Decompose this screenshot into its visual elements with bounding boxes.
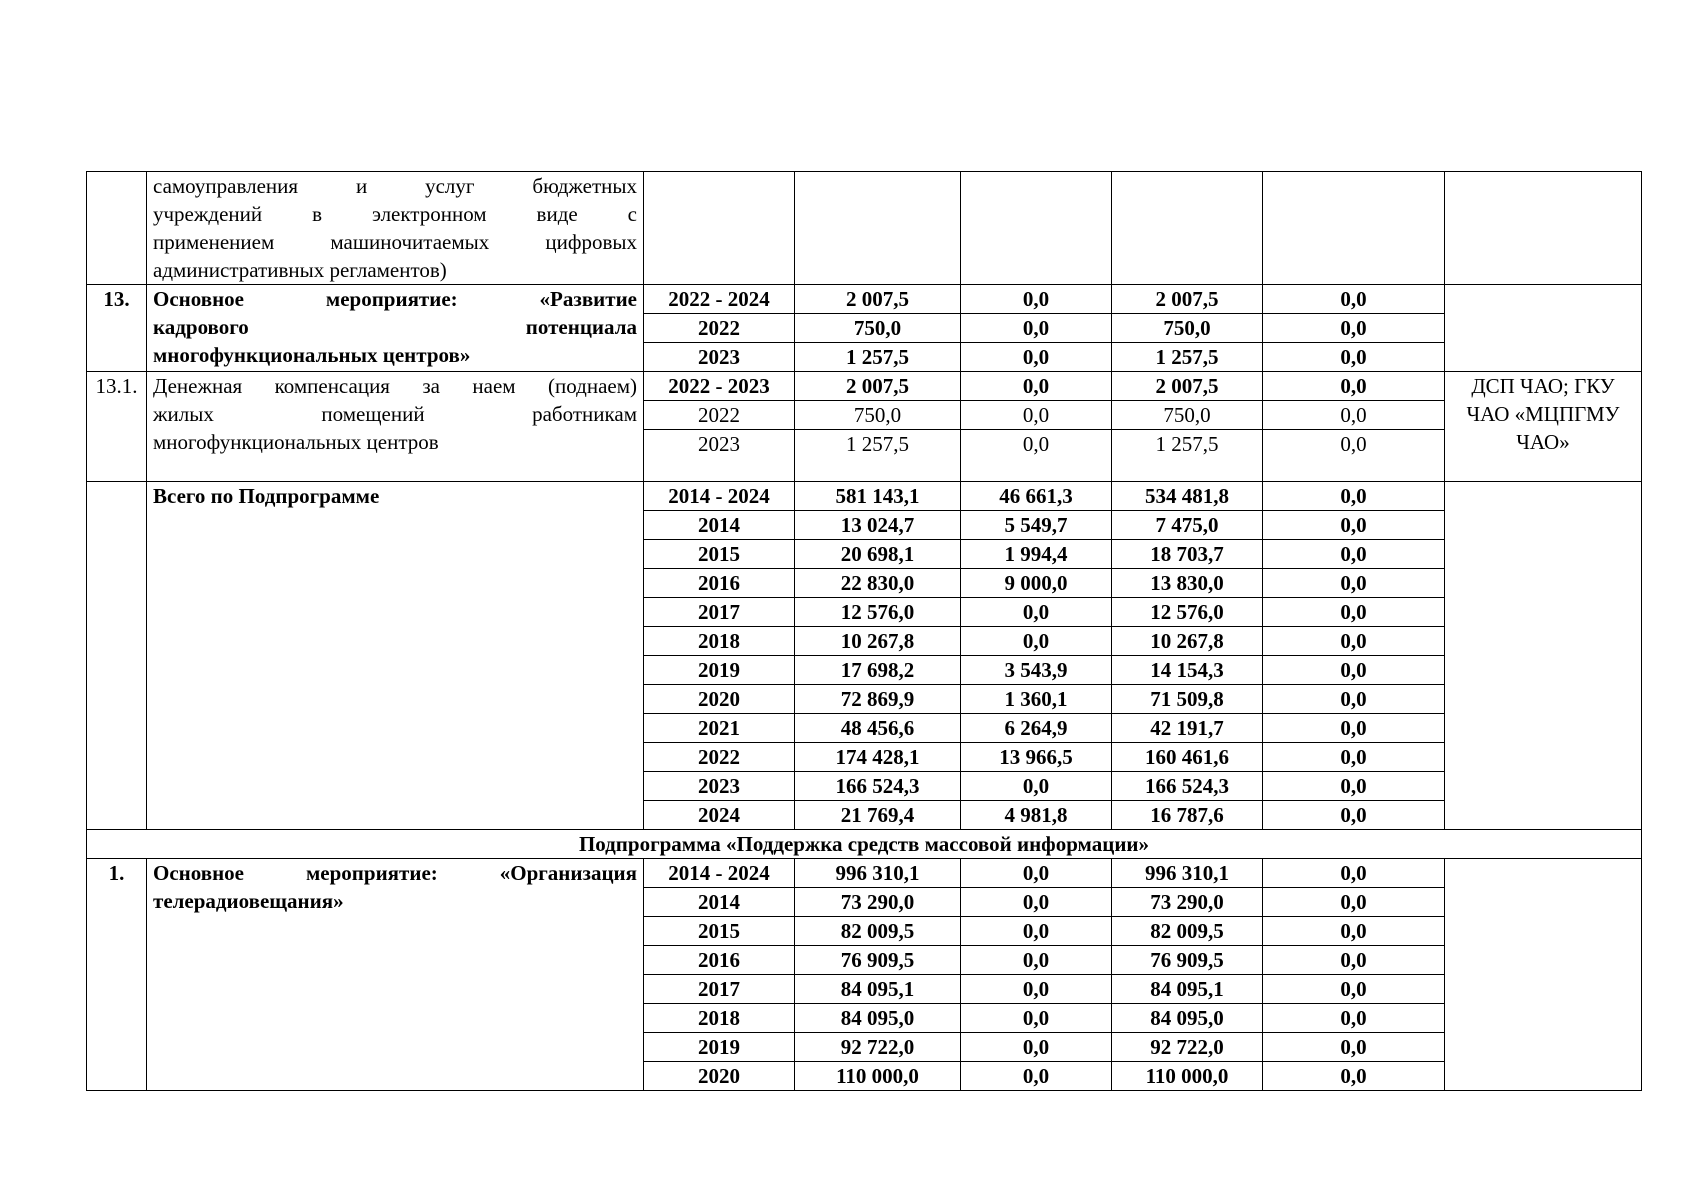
regional-cell: 42 191,7: [1112, 714, 1263, 743]
number-cell: 1.: [87, 859, 147, 1091]
federal-cell: 0,0: [961, 946, 1112, 975]
federal-cell: 9 000,0: [961, 569, 1112, 598]
federal-cell: 0,0: [961, 888, 1112, 917]
federal-cell: 0,0: [961, 343, 1112, 372]
total-cell: 84 095,1: [795, 975, 961, 1004]
other-cell: 0,0: [1263, 656, 1445, 685]
name-line: учреждений в электронном виде с: [153, 202, 637, 226]
name-line: самоуправления и услуг бюджетных: [153, 174, 637, 198]
total-cell: 2 007,5: [795, 372, 961, 401]
number-cell: [87, 172, 147, 285]
regional-cell: 750,0: [1112, 401, 1263, 430]
other-cell: 0,0: [1263, 372, 1445, 401]
other-cell: 0,0: [1263, 743, 1445, 772]
federal-cell: 0,0: [961, 859, 1112, 888]
period-cell: 2018: [644, 627, 795, 656]
other-cell: 0,0: [1263, 946, 1445, 975]
period-cell: 2017: [644, 598, 795, 627]
item1-row: [87, 859, 1642, 888]
period-cell: 2024: [644, 801, 795, 830]
period-cell: 2019: [644, 1033, 795, 1062]
federal-cell: 0,0: [961, 598, 1112, 627]
other-cell: 0,0: [1263, 314, 1445, 343]
regional-cell: 13 830,0: [1112, 569, 1263, 598]
federal-cell: 1 994,4: [961, 540, 1112, 569]
continuation-row: [87, 172, 1642, 285]
federal-cell: 0,0: [961, 401, 1112, 430]
regional-cell: 996 310,1: [1112, 859, 1263, 888]
period-cell: 2019: [644, 656, 795, 685]
other-cell: 0,0: [1263, 1004, 1445, 1033]
federal-cell: 46 661,3: [961, 482, 1112, 511]
regional-cell: 73 290,0: [1112, 888, 1263, 917]
other-cell: 0,0: [1263, 801, 1445, 830]
regional-cell: 18 703,7: [1112, 540, 1263, 569]
executor-cell: [1445, 285, 1642, 372]
total-cell: 48 456,6: [795, 714, 961, 743]
regional-cell: 84 095,1: [1112, 975, 1263, 1004]
number-cell: 13.: [87, 285, 147, 372]
federal-cell: 0,0: [961, 1004, 1112, 1033]
federal-cell: 1 360,1: [961, 685, 1112, 714]
subprogram-header-row: [87, 830, 1642, 859]
executor-cell: [1445, 482, 1642, 830]
other-cell: 0,0: [1263, 888, 1445, 917]
name-line: Денежная компенсация за наем (поднаем): [153, 374, 637, 398]
other-cell: 0,0: [1263, 859, 1445, 888]
name-line: Основное мероприятие: «Развитие: [153, 287, 637, 311]
regional-cell: 12 576,0: [1112, 598, 1263, 627]
other-cell: 0,0: [1263, 511, 1445, 540]
federal-cell: 6 264,9: [961, 714, 1112, 743]
federal-cell: 5 549,7: [961, 511, 1112, 540]
other-cell: 0,0: [1263, 598, 1445, 627]
item13-1-row: [87, 372, 1642, 401]
period-cell: 2020: [644, 1062, 795, 1091]
name-line: жилых помещений работникам: [153, 402, 637, 426]
period-cell: 2018: [644, 1004, 795, 1033]
total-cell: 581 143,1: [795, 482, 961, 511]
total-cell: 12 576,0: [795, 598, 961, 627]
federal-cell: 0,0: [961, 430, 1112, 482]
other-cell: 0,0: [1263, 917, 1445, 946]
period-cell: 2014 - 2024: [644, 859, 795, 888]
item13-row: [87, 285, 1642, 314]
federal-cell: 0,0: [961, 975, 1112, 1004]
total-cell: 17 698,2: [795, 656, 961, 685]
regional-cell: 166 524,3: [1112, 772, 1263, 801]
regional-cell: 160 461,6: [1112, 743, 1263, 772]
total-cell: 82 009,5: [795, 917, 961, 946]
total-cell: 996 310,1: [795, 859, 961, 888]
total-cell: 76 909,5: [795, 946, 961, 975]
other-cell: 0,0: [1263, 1062, 1445, 1091]
empty-cell: [795, 172, 961, 285]
other-cell: 0,0: [1263, 685, 1445, 714]
name-line: телерадиовещания»: [153, 889, 344, 913]
budget-table: [86, 171, 1642, 1091]
period-cell: 2016: [644, 946, 795, 975]
item-name: [147, 372, 644, 482]
total-label: Всего по Подпрограмме: [147, 482, 644, 830]
total-cell: 72 869,9: [795, 685, 961, 714]
federal-cell: 0,0: [961, 627, 1112, 656]
period-cell: 2022 - 2023: [644, 372, 795, 401]
regional-cell: 7 475,0: [1112, 511, 1263, 540]
regional-cell: 16 787,6: [1112, 801, 1263, 830]
empty-cell: [1112, 172, 1263, 285]
federal-cell: 0,0: [961, 285, 1112, 314]
total-cell: 166 524,3: [795, 772, 961, 801]
empty-cell: [1263, 172, 1445, 285]
federal-cell: 0,0: [961, 917, 1112, 946]
other-cell: 0,0: [1263, 627, 1445, 656]
period-cell: 2023: [644, 343, 795, 372]
item-name: [147, 285, 644, 372]
other-cell: 0,0: [1263, 482, 1445, 511]
total-cell: 84 095,0: [795, 1004, 961, 1033]
federal-cell: 4 981,8: [961, 801, 1112, 830]
total-cell: 174 428,1: [795, 743, 961, 772]
other-cell: 0,0: [1263, 1033, 1445, 1062]
total-cell: 750,0: [795, 401, 961, 430]
total-cell: 73 290,0: [795, 888, 961, 917]
regional-cell: 14 154,3: [1112, 656, 1263, 685]
federal-cell: 0,0: [961, 1033, 1112, 1062]
period-cell: 2015: [644, 540, 795, 569]
regional-cell: 534 481,8: [1112, 482, 1263, 511]
name-line: Основное мероприятие: «Организация: [153, 861, 637, 885]
federal-cell: 13 966,5: [961, 743, 1112, 772]
number-cell: [87, 482, 147, 830]
period-cell: 2022: [644, 401, 795, 430]
other-cell: 0,0: [1263, 540, 1445, 569]
number-cell: 13.1.: [87, 372, 147, 482]
total-cell: 20 698,1: [795, 540, 961, 569]
period-cell: 2014: [644, 888, 795, 917]
period-cell: 2014 - 2024: [644, 482, 795, 511]
period-cell: 2014: [644, 511, 795, 540]
other-cell: 0,0: [1263, 975, 1445, 1004]
name-line: применением машиночитаемых цифровых: [153, 230, 637, 254]
executor-cell: ДСП ЧАО; ГКУ ЧАО «МЦПГМУ ЧАО»: [1445, 372, 1642, 482]
name-line: кадрового потенциала: [153, 315, 637, 339]
period-cell: 2017: [644, 975, 795, 1004]
total-row: [87, 482, 1642, 511]
total-cell: 21 769,4: [795, 801, 961, 830]
regional-cell: 84 095,0: [1112, 1004, 1263, 1033]
total-cell: 2 007,5: [795, 285, 961, 314]
total-cell: 13 024,7: [795, 511, 961, 540]
period-cell: 2015: [644, 917, 795, 946]
regional-cell: 1 257,5: [1112, 343, 1263, 372]
regional-cell: 71 509,8: [1112, 685, 1263, 714]
federal-cell: 0,0: [961, 314, 1112, 343]
total-cell: 110 000,0: [795, 1062, 961, 1091]
name-line: многофункциональных центров»: [153, 343, 471, 367]
regional-cell: 1 257,5: [1112, 430, 1263, 482]
federal-cell: 3 543,9: [961, 656, 1112, 685]
other-cell: 0,0: [1263, 714, 1445, 743]
period-cell: 2022 - 2024: [644, 285, 795, 314]
regional-cell: 110 000,0: [1112, 1062, 1263, 1091]
empty-cell: [961, 172, 1112, 285]
item-name: [147, 859, 644, 1091]
other-cell: 0,0: [1263, 772, 1445, 801]
name-line: административных регламентов): [153, 258, 447, 282]
period-cell: 2023: [644, 430, 795, 482]
other-cell: 0,0: [1263, 285, 1445, 314]
other-cell: 0,0: [1263, 569, 1445, 598]
period-cell: 2022: [644, 314, 795, 343]
total-cell: 22 830,0: [795, 569, 961, 598]
period-cell: 2023: [644, 772, 795, 801]
empty-cell: [644, 172, 795, 285]
total-cell: 1 257,5: [795, 430, 961, 482]
regional-cell: 2 007,5: [1112, 372, 1263, 401]
federal-cell: 0,0: [961, 372, 1112, 401]
name-line: многофункциональных центров: [153, 430, 439, 454]
other-cell: 0,0: [1263, 343, 1445, 372]
continuation-name: [147, 172, 644, 285]
total-cell: 1 257,5: [795, 343, 961, 372]
empty-cell: [1445, 172, 1642, 285]
regional-cell: 750,0: [1112, 314, 1263, 343]
total-cell: 750,0: [795, 314, 961, 343]
executor-cell: [1445, 859, 1642, 1091]
regional-cell: 10 267,8: [1112, 627, 1263, 656]
regional-cell: 2 007,5: [1112, 285, 1263, 314]
period-cell: 2016: [644, 569, 795, 598]
regional-cell: 92 722,0: [1112, 1033, 1263, 1062]
period-cell: 2020: [644, 685, 795, 714]
other-cell: 0,0: [1263, 401, 1445, 430]
other-cell: 0,0: [1263, 430, 1445, 482]
subprogram-header: Подпрограмма «Поддержка средств массовой информации»: [87, 830, 1642, 859]
total-cell: 92 722,0: [795, 1033, 961, 1062]
regional-cell: 76 909,5: [1112, 946, 1263, 975]
federal-cell: 0,0: [961, 772, 1112, 801]
regional-cell: 82 009,5: [1112, 917, 1263, 946]
period-cell: 2021: [644, 714, 795, 743]
period-cell: 2022: [644, 743, 795, 772]
table-body: [87, 172, 1642, 1091]
federal-cell: 0,0: [961, 1062, 1112, 1091]
total-cell: 10 267,8: [795, 627, 961, 656]
